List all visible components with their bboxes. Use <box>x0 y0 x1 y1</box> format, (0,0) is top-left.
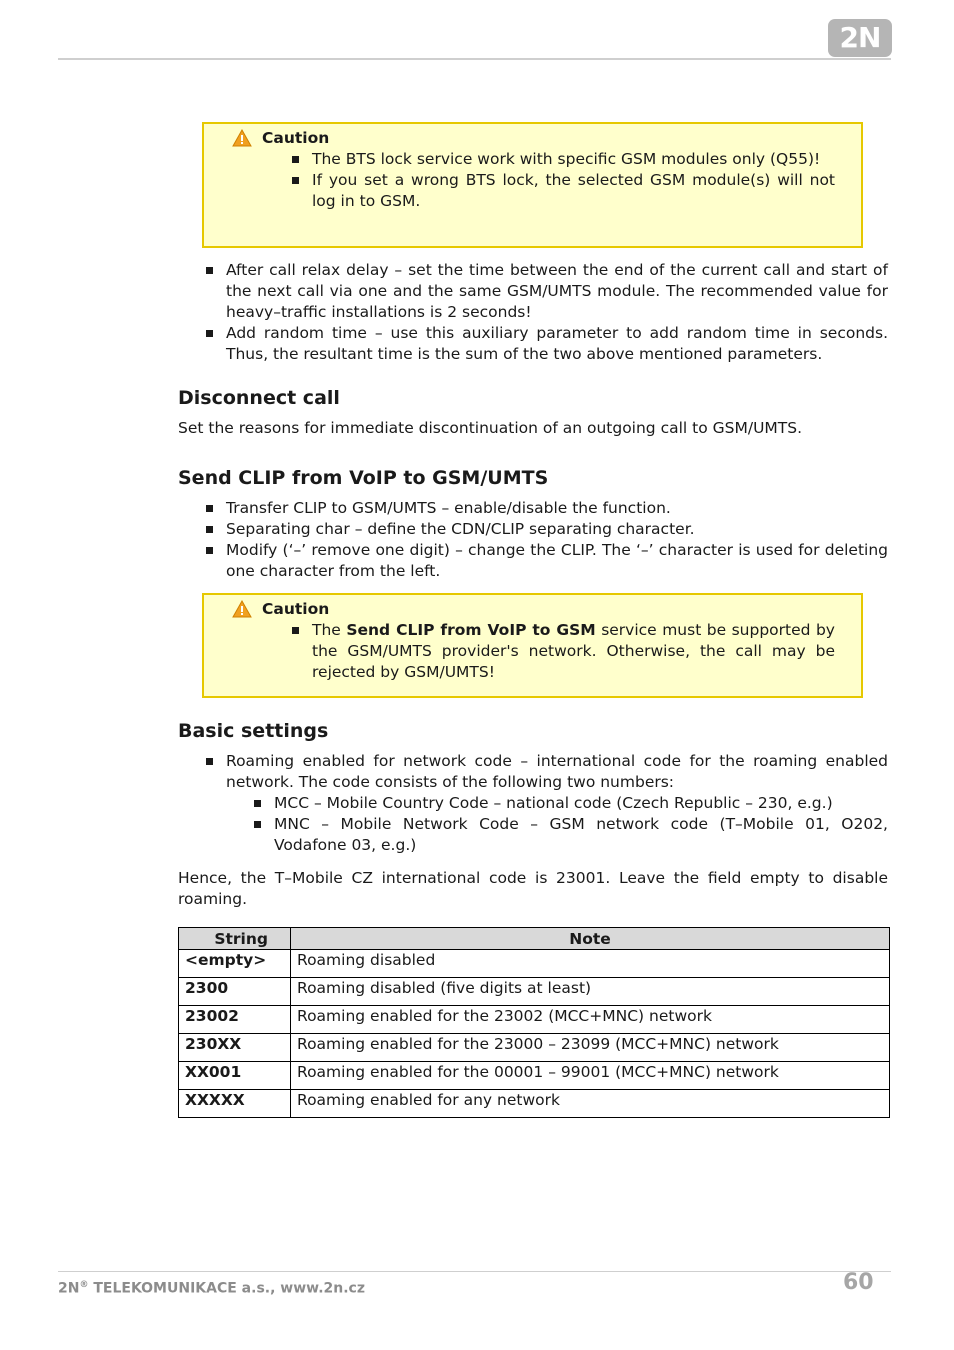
caution-box <box>202 122 863 248</box>
table-cell-note: Roaming enabled for the 23000 – 23099 (MCC+MNC) network <box>291 1034 890 1062</box>
text: The <box>312 621 347 639</box>
section-heading-send-clip: Send CLIP from VoIP to GSM/UMTS <box>178 467 549 489</box>
table-cell-note: Roaming disabled (five digits at least) <box>291 978 890 1006</box>
caution-list <box>292 620 835 683</box>
text: service must be supported by the GSM/UMTS provider's network. Otherwise, the call may be rejected by GSM/UMTS! <box>312 621 835 681</box>
warning-icon <box>232 129 252 147</box>
list-item: Transfer CLIP to GSM/UMTS – enable/disable the function. <box>206 498 888 519</box>
table-row <box>179 978 890 1006</box>
table-cell-string: 23002 <box>179 1006 291 1034</box>
basic-settings-list <box>206 751 888 856</box>
section-heading-disconnect-call: Disconnect call <box>178 387 340 409</box>
page-number: 60 <box>843 1270 874 1295</box>
caution-title: Caution <box>262 600 330 618</box>
table-cell-string: 2300 <box>179 978 291 1006</box>
caution-title: Caution <box>262 129 330 147</box>
list-item: If you set a wrong BTS lock, the selected GSM module(s) will not log in to GSM. <box>292 170 835 212</box>
list-item: MNC – Mobile Network Code – GSM network code (T–Mobile 01, O202, Vodafone 03, e.g.) <box>254 814 888 856</box>
list-item: After call relax delay – set the time between the end of the current call and start of the next call via one and the same GSM/UMTS module. The recommended value for heavy–traffic installations is 2 seconds! <box>206 260 888 323</box>
table-cell-note: Roaming disabled <box>291 950 890 978</box>
disconnect-text: Set the reasons for immediate discontinuation of an outgoing call to GSM/UMTS. <box>178 419 803 437</box>
table-cell-string: <empty> <box>179 950 291 978</box>
table-row <box>179 950 890 978</box>
footer-divider <box>58 1271 891 1272</box>
column-header-note: Note <box>291 928 890 950</box>
table-cell-string: XXXXX <box>179 1090 291 1118</box>
list-item: The BTS lock service work with specific GSM modules only (Q55)! <box>292 149 835 170</box>
table-cell-note: Roaming enabled for the 23002 (MCC+MNC) network <box>291 1006 890 1034</box>
table-cell-note: Roaming enabled for the 00001 – 99001 (MCC+MNC) network <box>291 1062 890 1090</box>
table-row <box>179 1090 890 1118</box>
registered-mark: ® <box>79 1280 89 1290</box>
list-item: Add random time – use this auxiliary parameter to add random time in seconds. Thus, the resultant time is the sum of the two above mentioned parameters. <box>206 323 888 365</box>
list-item: MCC – Mobile Country Code – national code (Czech Republic – 230, e.g.) <box>254 793 888 814</box>
sub-list <box>226 793 888 856</box>
table-cell-string: XX001 <box>179 1062 291 1090</box>
relax-delay-list <box>206 260 888 365</box>
list-item: Modify (‘–’ remove one digit) – change the CLIP. The ‘–’ character is used for deleting one character from the left. <box>206 540 888 582</box>
warning-icon <box>232 600 252 618</box>
list-item <box>206 751 888 856</box>
bold-text: Send CLIP from VoIP to GSM <box>346 621 596 639</box>
table-row <box>179 1062 890 1090</box>
column-header-string: String <box>179 928 291 950</box>
list-item: Separating char – define the CDN/CLIP separating character. <box>206 519 888 540</box>
table-cell-string: 230XX <box>179 1034 291 1062</box>
table-header-row <box>179 928 890 950</box>
footer-company <box>58 1280 365 1297</box>
footer-company-text: TELEKOMUNIKACE a.s., www.2n.cz <box>88 1280 365 1297</box>
send-clip-list <box>206 498 888 582</box>
section-heading-basic-settings: Basic settings <box>178 720 329 742</box>
table-cell-note: Roaming enabled for any network <box>291 1090 890 1118</box>
list-item <box>292 620 835 683</box>
caution-box <box>202 593 863 698</box>
roaming-table <box>178 927 890 1118</box>
roaming-note: Hence, the T–Mobile CZ international code is 23001. Leave the field empty to disable roaming. <box>178 869 888 908</box>
table-row <box>179 1006 890 1034</box>
footer-brand: 2N <box>58 1280 80 1297</box>
text: Roaming enabled for network code – international code for the roaming enabled network. The code consists of the following two numbers: <box>226 752 888 791</box>
caution-list <box>292 149 835 212</box>
header-divider <box>58 58 891 60</box>
2n-logo: 2N <box>828 19 892 57</box>
table-row <box>179 1034 890 1062</box>
